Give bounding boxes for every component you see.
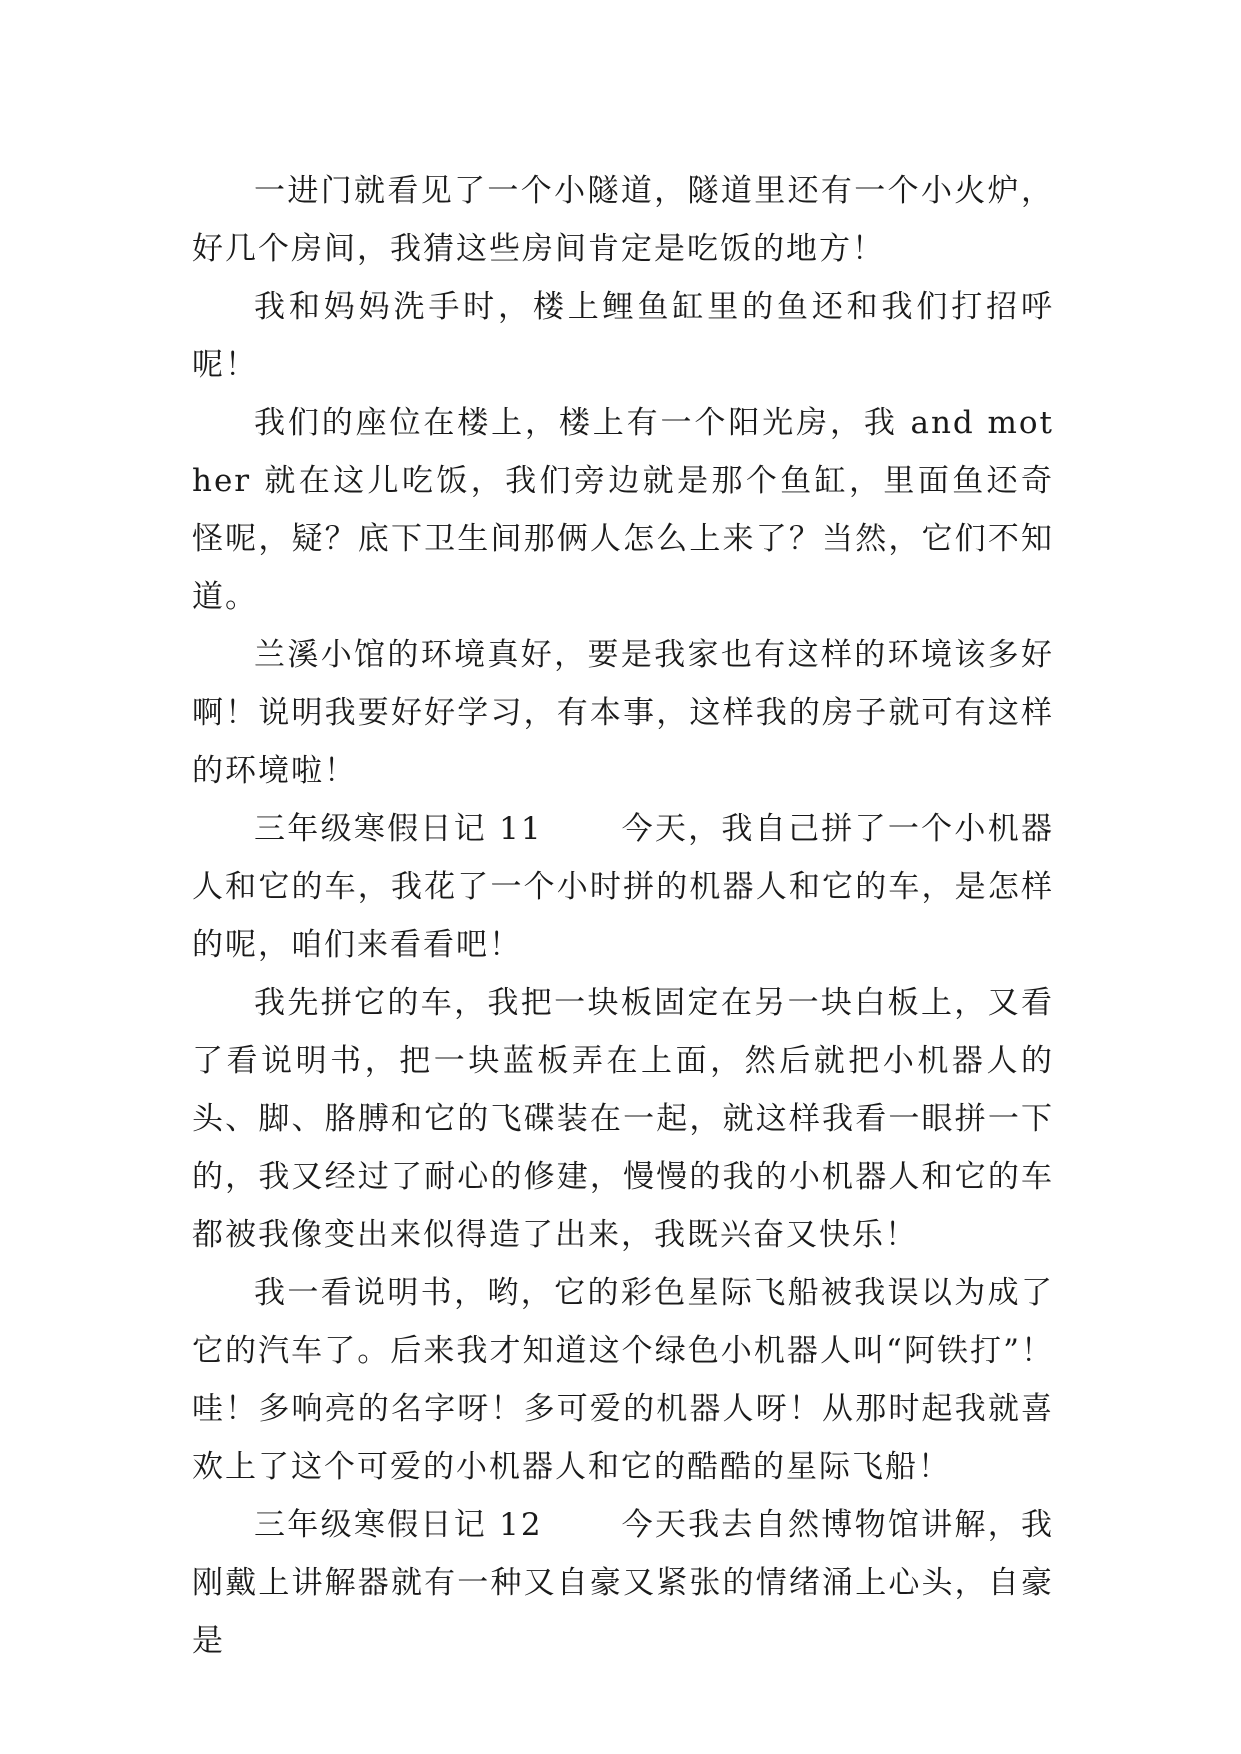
paragraph-5: 三年级寒假日记 11 今天，我自己拼了一个小机器人和它的车，我花了一个小时拼的机器人和它的车，是怎样的呢，咱们来看看吧！ <box>192 811 1054 963</box>
paragraph-8: 三年级寒假日记 12 今天我去自然博物馆讲解，我刚戴上讲解器就有一种又自豪又紧张的情绪涌上心头，自豪是 <box>192 1507 1054 1659</box>
paragraph-7: 我一看说明书，哟，它的彩色星际飞船被我误以为成了它的汽车了。后来我才知道这个绿色小机器人叫“阿铁打”！哇！多响亮的名字呀！多可爱的机器人呀！从那时起我就喜欢上了这个可爱的小机器人和它的酷酷的星际飞船！ <box>192 1275 1054 1485</box>
paragraph-2: 我和妈妈洗手时，楼上鲤鱼缸里的鱼还和我们打招呼呢！ <box>192 289 1054 383</box>
document-body <box>192 162 1054 1670</box>
paragraph-1: 一进门就看见了一个小隧道，隧道里还有一个小火炉，好几个房间，我猜这些房间肯定是吃饭的地方！ <box>192 173 1054 267</box>
paragraph-6: 我先拼它的车，我把一块板固定在另一块白板上，又看了看说明书，把一块蓝板弄在上面，然后就把小机器人的头、脚、胳膊和它的飞碟装在一起，就这样我看一眼拼一下的，我又经过了耐心的修建，慢慢的我的小机器人和它的车都被我像变出来似得造了出来，我既兴奋又快乐！ <box>192 985 1054 1253</box>
paragraph-3: 我们的座位在楼上，楼上有一个阳光房，我 and mother 就在这儿吃饭，我们旁边就是那个鱼缸，里面鱼还奇怪呢，疑？底下卫生间那俩人怎么上来了？当然，它们不知道。 <box>192 405 1054 615</box>
paragraph-4: 兰溪小馆的环境真好，要是我家也有这样的环境该多好啊！说明我要好好学习，有本事，这样我的房子就可有这样的环境啦！ <box>192 637 1054 789</box>
